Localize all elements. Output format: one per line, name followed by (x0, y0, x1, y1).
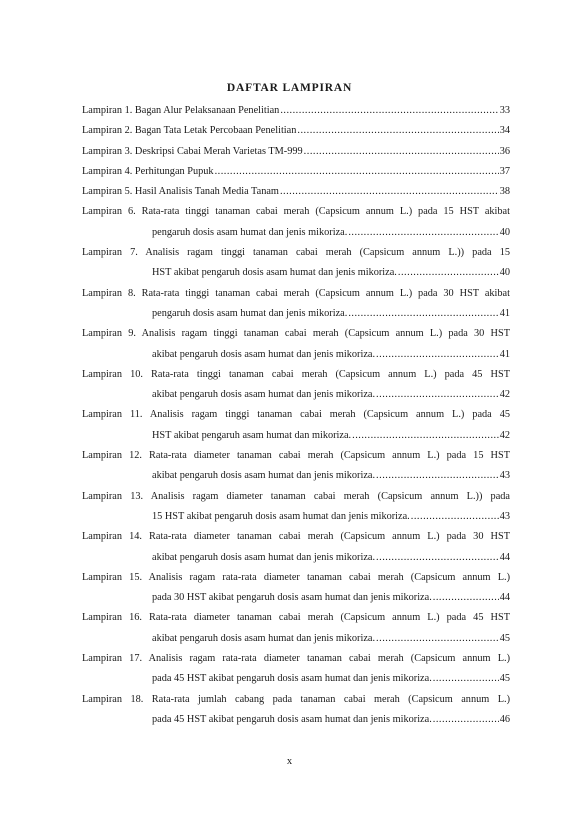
dot-leader (215, 162, 499, 182)
entry-line: Lampiran 6. Rata-rata tinggi tanaman cabai merah (Capsicum annum L.) pada 15 HST akibat (82, 206, 510, 218)
dot-leader (348, 304, 498, 324)
dot-leader (304, 142, 499, 162)
entry-page-number: 43 (499, 510, 510, 522)
entry-line (82, 345, 510, 365)
entry-line (82, 101, 510, 121)
entry-page-number: 34 (499, 125, 510, 137)
appendix-entry (82, 568, 510, 609)
entry-text: pengaruh dosis asam humat dan jenis mikoriza. (152, 226, 348, 238)
entry-page-number: 40 (499, 267, 510, 279)
appendix-entry (82, 405, 510, 446)
entry-line: Lampiran 14. Rata-rata diameter tanaman cabai merah (Capsicum annum L.) pada 30 HST (82, 531, 510, 543)
entry-text: akibat pengaruh dosis asam humat dan jenis mikoriza. (152, 348, 376, 360)
dot-leader (376, 466, 499, 486)
entry-text: HST akibat pengaruh dosis asam humat dan jenis mikoriza. (152, 267, 397, 279)
entry-text: akibat pengaruh dosis asam humat dan jenis mikoriza. (152, 632, 376, 644)
dot-leader (376, 548, 499, 568)
entry-page-number: 41 (499, 307, 510, 319)
entry-text: pada 45 HST akibat pengaruh dosis asam humat dan jenis mikoriza. (152, 673, 432, 685)
entry-text: akibat pengaruh dosis asam humat dan jenis mikoriza. (152, 470, 376, 482)
entry-line (82, 548, 510, 568)
entry-line (82, 385, 510, 405)
entry-line: Lampiran 18. Rata-rata jumlah cabang pada tanaman cabai merah (Capsicum annum L.) (82, 693, 510, 705)
entry-page-number: 36 (499, 145, 510, 157)
dot-leader (411, 507, 499, 527)
entry-line (82, 507, 510, 527)
entry-line (82, 263, 510, 283)
entry-line (82, 121, 510, 141)
dot-leader (280, 182, 499, 202)
dot-leader (352, 426, 499, 446)
entry-text: Lampiran 2. Bagan Tata Letak Percobaan Penelitian (82, 125, 297, 137)
appendix-entry (82, 608, 510, 649)
dot-leader (297, 121, 498, 141)
appendix-entry (82, 365, 510, 406)
entry-page-number: 42 (499, 389, 510, 401)
dot-leader (376, 345, 499, 365)
dot-leader (280, 101, 498, 121)
entry-line (82, 669, 510, 689)
entry-text: pengaruh dosis asam humat dan jenis mikoriza. (152, 307, 348, 319)
entry-page-number: 45 (499, 632, 510, 644)
entry-text: HST akibat pengaruh asam humat dan mikoriza. (152, 429, 352, 441)
entry-page-number: 40 (499, 226, 510, 238)
entry-line: Lampiran 8. Rata-rata tinggi tanaman cabai merah (Capsicum annum L.) pada 30 HST akibat (82, 287, 510, 299)
entry-page-number: 38 (499, 186, 510, 198)
entry-text: Lampiran 4. Perhitungan Pupuk (82, 165, 214, 177)
entry-line: Lampiran 7. Analisis ragam tinggi tanaman cabai merah (Capsicum annum L.)) pada 15 (82, 247, 510, 259)
entry-page-number: 45 (499, 673, 510, 685)
entry-page-number: 46 (499, 713, 510, 725)
entry-line (82, 588, 510, 608)
appendix-entry (82, 162, 510, 182)
entry-text: 15 HST akibat pengaruh dosis asam humat dan jenis mikoriza. (152, 510, 410, 522)
appendix-entry (82, 182, 510, 202)
entry-text: akibat pengaruh dosis asam humat dan jenis mikoriza. (152, 551, 376, 563)
appendix-entry (82, 649, 510, 690)
entry-line (82, 223, 510, 243)
entry-line: Lampiran 12. Rata-rata diameter tanaman cabai merah (Capsicum annum L.) pada 15 HST (82, 450, 510, 462)
appendix-entry (82, 142, 510, 162)
entry-page-number: 43 (499, 470, 510, 482)
entry-page-number: 44 (499, 551, 510, 563)
dot-leader (376, 629, 499, 649)
entry-text: pada 30 HST akibat pengaruh dosis asam humat dan jenis mikoriza. (152, 592, 432, 604)
entry-line: Lampiran 11. Analisis ragam tinggi tanaman cabai merah (Capsicum annum L.) pada 45 (82, 409, 510, 421)
entry-line (82, 304, 510, 324)
appendix-entry (82, 527, 510, 568)
entry-line (82, 629, 510, 649)
entry-line (82, 466, 510, 486)
appendix-entry (82, 101, 510, 121)
appendix-entry (82, 487, 510, 528)
entry-line: Lampiran 17. Analisis ragam rata-rata diameter tanaman cabai merah (Capsicum annum L.) (82, 653, 510, 665)
dot-leader (376, 385, 499, 405)
entry-page-number: 42 (499, 429, 510, 441)
appendix-entry (82, 121, 510, 141)
appendix-entry (82, 324, 510, 365)
entry-line (82, 182, 510, 202)
entry-text: pada 45 HST akibat pengaruh dosis asam humat dan jenis mikoriza. (152, 713, 432, 725)
dot-leader (433, 588, 499, 608)
entry-line: Lampiran 9. Analisis ragam tinggi tanaman cabai merah (Capsicum annum L.) pada 30 HST (82, 328, 510, 340)
appendix-entry (82, 690, 510, 731)
entry-line (82, 162, 510, 182)
entry-page-number: 41 (499, 348, 510, 360)
page-title: DAFTAR LAMPIRAN (226, 82, 353, 94)
appendix-entry (82, 243, 510, 284)
entry-text: Lampiran 3. Deskripsi Cabai Merah Varietas TM-999 (82, 145, 303, 157)
entry-page-number: 37 (499, 165, 510, 177)
entry-page-number: 33 (499, 105, 510, 116)
dot-leader (433, 669, 499, 689)
entry-text: Lampiran 1. Bagan Alur Pelaksanaan Penelitian (82, 105, 280, 116)
dot-leader (398, 263, 499, 283)
entry-text: akibat pengaruh dosis asam humat dan jenis mikoriza. (152, 389, 376, 401)
entry-line (82, 426, 510, 446)
appendix-entry (82, 284, 510, 325)
entry-line: Lampiran 13. Analisis ragam diameter tanaman cabai merah (Capsicum annum L.)) pada (82, 490, 510, 502)
dot-leader (348, 223, 498, 243)
entry-text: Lampiran 5. Hasil Analisis Tanah Media Tanam (82, 186, 279, 198)
appendix-entry (82, 446, 510, 487)
appendix-list (82, 101, 510, 730)
page-number: x (286, 756, 293, 767)
entry-line (82, 710, 510, 730)
entry-line: Lampiran 15. Analisis ragam rata-rata diameter tanaman cabai merah (Capsicum annum L.) (82, 571, 510, 583)
appendix-entry (82, 202, 510, 243)
entry-line (82, 142, 510, 162)
entry-line: Lampiran 16. Rata-rata diameter tanaman cabai merah (Capsicum annum L.) pada 45 HST (82, 612, 510, 624)
entry-page-number: 44 (499, 592, 510, 604)
dot-leader (433, 710, 499, 730)
entry-line: Lampiran 10. Rata-rata tinggi tanaman cabai merah (Capsicum annum L.) pada 45 HST (82, 368, 510, 380)
